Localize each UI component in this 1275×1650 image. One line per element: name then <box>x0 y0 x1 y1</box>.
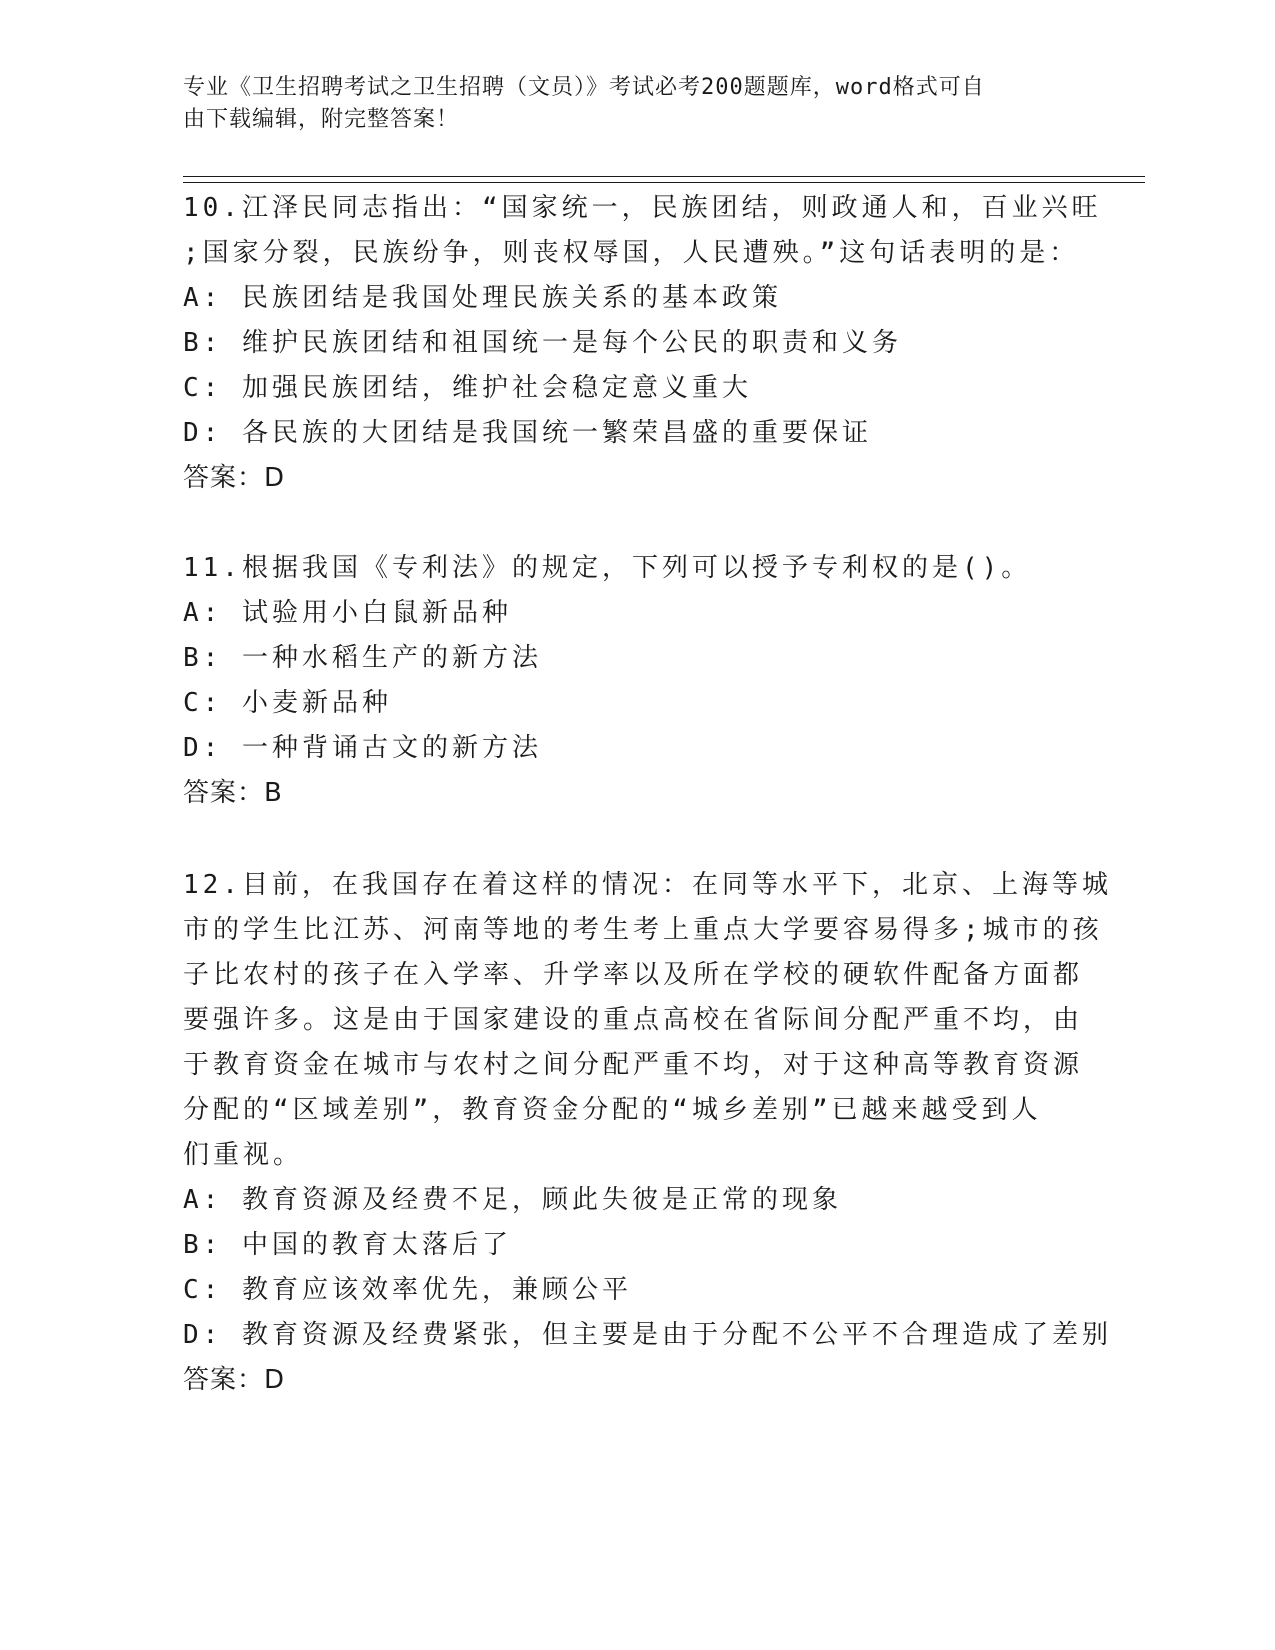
document-header <box>183 72 1063 136</box>
stem-line: ;国家分裂，民族纷争，则丧权辱国，人民遭殃。”这句话表明的是： <box>183 238 1080 268</box>
option-a: A: 试验用小白鼠新品种 <box>183 598 512 628</box>
stem-line: 11.根据我国《专利法》的规定，下列可以授予专利权的是()。 <box>183 553 1032 583</box>
question-12 <box>183 863 1112 1403</box>
answer: 答案：B <box>183 778 283 808</box>
option-c: C: 教育应该效率优先，兼顾公平 <box>183 1275 632 1305</box>
stem-line: 子比农村的孩子在入学率、升学率以及所在学校的硬软件配备方面都 <box>183 960 1084 990</box>
question-stem <box>183 546 1083 591</box>
option-b: B: 中国的教育太落后了 <box>183 1230 512 1260</box>
option-a: A: 教育资源及经费不足，顾此失彼是正常的现象 <box>183 1185 842 1215</box>
stem-line: 分配的“区域差别”，教育资金分配的“城乡差别”已越来越受到人 <box>183 1095 1042 1125</box>
stem-line: 要强许多。这是由于国家建设的重点高校在省际间分配严重不均，由 <box>183 1005 1084 1035</box>
question-10 <box>183 186 1102 501</box>
question-stem <box>183 863 1112 1178</box>
option-b: B: 一种水稻生产的新方法 <box>183 643 542 673</box>
stem-line: 于教育资金在城市与农村之间分配严重不均，对于这种高等教育资源 <box>183 1050 1084 1080</box>
stem-line: 市的学生比江苏、河南等地的考生考上重点大学要容易得多;城市的孩 <box>183 915 1103 945</box>
question-stem <box>183 186 1102 276</box>
header-line-1: 专业《卫生招聘考试之卫生招聘（文员）》考试必考200题题库，word格式可自 <box>183 75 985 100</box>
option-b: B: 维护民族团结和祖国统一是每个公民的职责和义务 <box>183 328 902 358</box>
option-d: D: 各民族的大团结是我国统一繁荣昌盛的重要保证 <box>183 418 872 448</box>
header-line-2: 由下载编辑，附完整答案！ <box>183 107 460 132</box>
option-c: C: 小麦新品种 <box>183 688 392 718</box>
option-a: A: 民族团结是我国处理民族关系的基本政策 <box>183 283 782 313</box>
header-rule-bottom <box>183 182 1145 183</box>
question-11 <box>183 546 1083 816</box>
stem-line: 12.目前，在我国存在着这样的情况：在同等水平下，北京、上海等城 <box>183 870 1112 900</box>
stem-line: 们重视。 <box>183 1140 304 1170</box>
answer: 答案：D <box>183 1365 286 1395</box>
answer: 答案：D <box>183 463 286 493</box>
option-d: D: 教育资源及经费紧张，但主要是由于分配不公平不合理造成了差别 <box>183 1320 1112 1350</box>
option-d: D: 一种背诵古文的新方法 <box>183 733 542 763</box>
header-rule-top <box>183 176 1145 177</box>
stem-line: 10.江泽民同志指出：“国家统一，民族团结，则政通人和，百业兴旺 <box>183 193 1102 223</box>
option-c: C: 加强民族团结，维护社会稳定意义重大 <box>183 373 752 403</box>
